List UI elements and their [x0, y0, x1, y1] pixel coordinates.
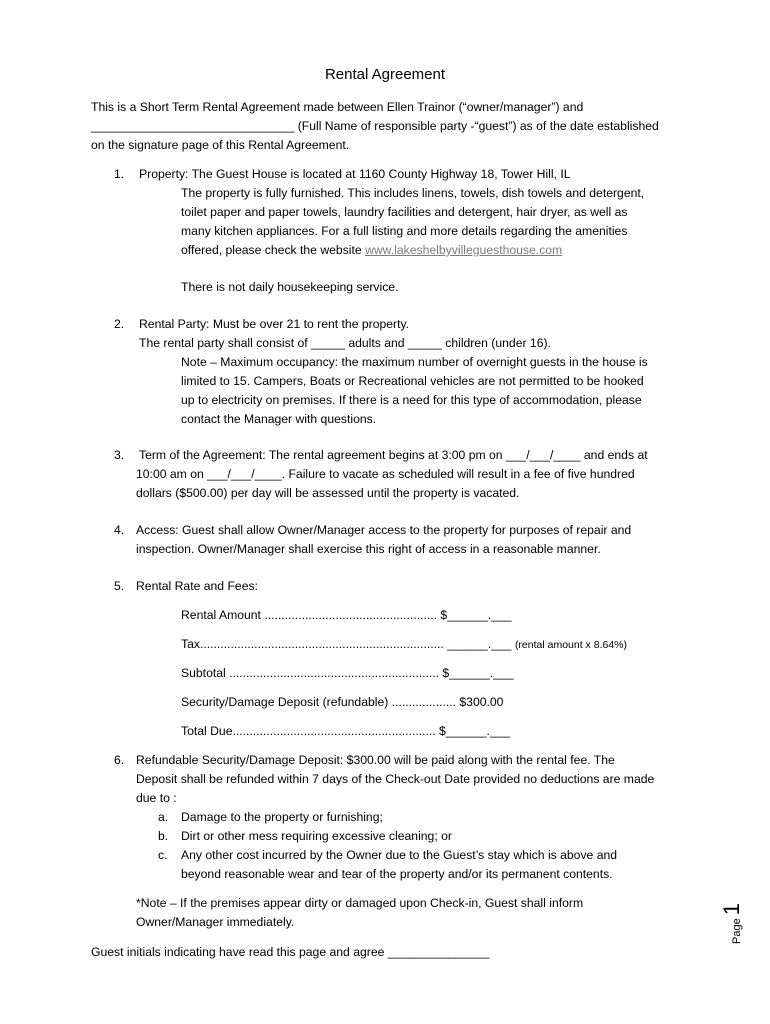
section-1-line-2: The property is fully furnished. This includes linens, towels, dish towels and detergent, — [181, 186, 645, 200]
intro-line-2: ______________________________ (Full Name of responsible party -“guest”) as of the date established — [91, 119, 659, 133]
section-1-line-4: many kitchen appliances. For a full listing and more details regarding the amenities — [181, 224, 628, 238]
section-4-line-2: inspection. Owner/Manager shall exercise this right of access in a reasonable manner. — [136, 542, 601, 556]
section-4-number: 4. — [114, 523, 125, 537]
section-1-line-5 — [181, 242, 562, 258]
page-number: 1 — [719, 903, 744, 916]
section-5-number: 5. — [114, 579, 125, 593]
note-line-1: *Note – If the premises appear dirty or damaged upon Check-in, Guest shall inform — [136, 896, 584, 910]
section-2-line-3: Note – Maximum occupancy: the maximum number of overnight guests in the house is — [181, 355, 648, 369]
section-1-line-5-text: offered, please check the website — [181, 243, 366, 257]
section-6-line-1: Refundable Security/Damage Deposit: $300.00 will be paid along with the rental fee. The — [136, 753, 615, 767]
section-2-line-2: The rental party shall consist of _____ adults and _____ children (under 16). — [139, 336, 551, 350]
section-2-line-4: limited to 15. Campers, Boats or Recreational vehicles are not permitted to be hooked — [181, 374, 644, 388]
item-c-line-1: Any other cost incurred by the Owner due to the Guest’s stay which is above and — [181, 848, 618, 862]
note-line-2: Owner/Manager immediately. — [136, 915, 295, 929]
section-3-line-1: Term of the Agreement: The rental agreement begins at 3:00 pm on ___/___/____ and ends at — [139, 448, 648, 462]
tax-row-text: Tax........................................................................ ______.___ — [181, 637, 512, 651]
section-6-line-3: due to : — [136, 791, 177, 805]
section-5-heading: Rental Rate and Fees: — [136, 579, 258, 593]
section-1-line-3: toilet paper and paper towels, laundry facilities and detergent, hair dryer, as well as — [181, 205, 628, 219]
total-due-row: Total Due............................................................ $______.___ — [181, 724, 511, 738]
tax-note: (rental amount x 8.64%) — [514, 639, 627, 651]
section-2-line-6: contact the Manager with questions. — [181, 412, 377, 426]
section-2-line-5: up to electricity on premises. If there is a need for this type of accommodation, please — [181, 393, 642, 407]
document-title: Rental Agreement — [324, 66, 446, 83]
intro-line-3: on the signature page of this Rental Agreement. — [91, 138, 350, 152]
rental-amount-row: Rental Amount ................................................... $______.___ — [181, 608, 512, 622]
section-1-line-6: There is not daily housekeeping service. — [181, 280, 399, 294]
section-1-number: 1. — [114, 167, 125, 181]
section-2-line-1: Rental Party: Must be over 21 to rent the property. — [139, 317, 410, 331]
page-label: Page — [731, 918, 743, 944]
section-3-number: 3. — [114, 448, 125, 462]
item-c-line-2: beyond reasonable wear and tear of the property and/or its permanent contents. — [181, 867, 613, 881]
item-a-marker: a. — [158, 810, 169, 824]
section-3-line-3: dollars ($500.00) per day will be assessed until the property is vacated. — [136, 486, 520, 500]
section-6-number: 6. — [114, 753, 125, 767]
intro-line-1: This is a Short Term Rental Agreement made between Ellen Trainor (“owner/manager”) and — [91, 100, 584, 114]
section-6-line-2: Deposit shall be refunded within 7 days of the Check-out Date provided no deductions are made — [136, 772, 655, 786]
item-b-text: Dirt or other mess requiring excessive cleaning; or — [181, 829, 452, 843]
item-b-marker: b. — [158, 829, 169, 843]
deposit-row: Security/Damage Deposit (refundable) ................... $300.00 — [181, 695, 504, 709]
subtotal-row: Subtotal .............................................................. $______.___ — [181, 666, 514, 680]
section-4-line-1: Access: Guest shall allow Owner/Manager access to the property for purposes of repair and — [136, 523, 632, 537]
section-3-line-2: 10:00 am on ___/___/____. Failure to vacate as scheduled will result in a fee of five hundred — [136, 467, 635, 481]
page-number-marker — [716, 900, 744, 944]
tax-row — [181, 636, 627, 653]
section-2-number: 2. — [114, 317, 125, 331]
website-link[interactable]: www.lakeshelbyvilleguesthouse.com — [365, 243, 563, 257]
item-c-marker: c. — [158, 848, 168, 862]
guest-initials-line: Guest initials indicating have read this page and agree _______________ — [91, 945, 490, 959]
item-a-text: Damage to the property or furnishing; — [181, 810, 383, 824]
section-1-line-1: Property: The Guest House is located at 1160 County Highway 18, Tower Hill, IL — [139, 167, 571, 181]
